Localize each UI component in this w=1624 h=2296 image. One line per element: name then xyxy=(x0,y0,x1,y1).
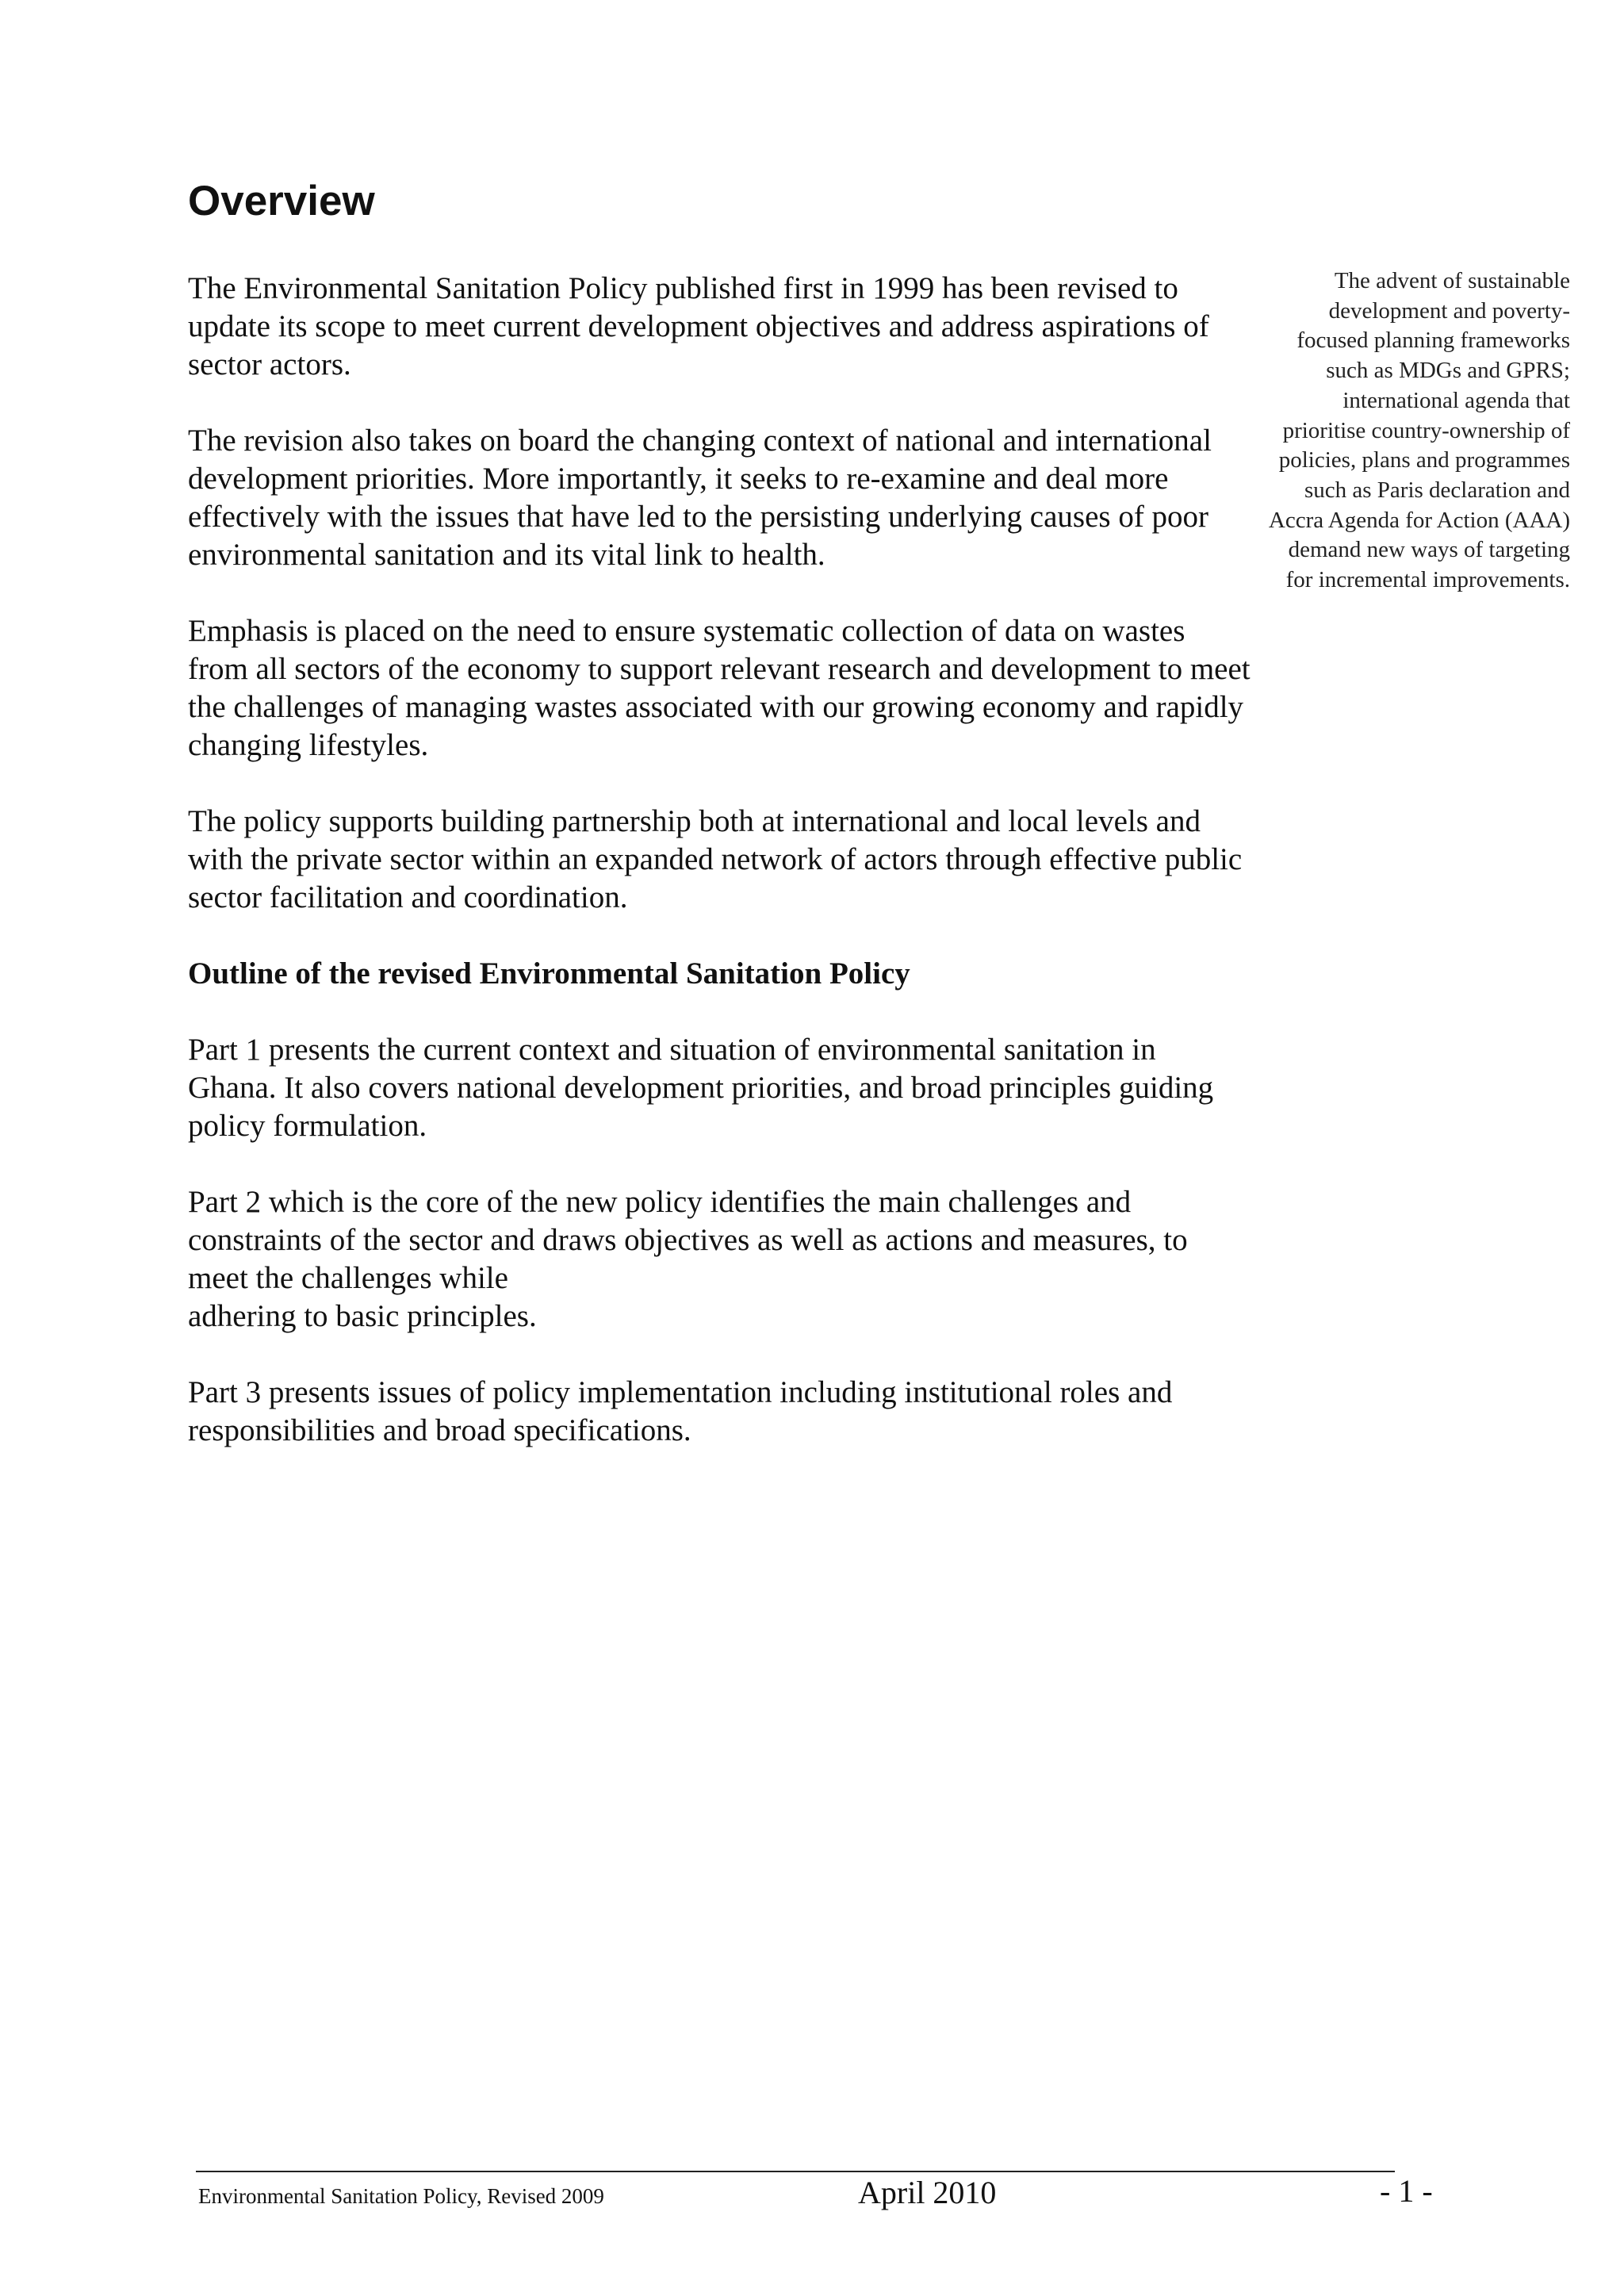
outline-subheading: Outline of the revised Environmental Sanitation Policy xyxy=(188,956,910,991)
footer-date: April 2010 xyxy=(858,2175,997,2210)
sidebar-note: The advent of sustainable development and poverty-focused planning frameworks such as MDGs and GPRS; international agenda that prioritise country-ownership of policies, plans and programmes such as Paris declaration and Accra Agenda for Action (AAA) demand new ways of targeting for incremental improvements. xyxy=(1268,268,1570,593)
paragraph-emphasis: Emphasis is placed on the need to ensure systematic collection of data on wastes from all sectors of the economy to support relevant research and development to meet the challenges of managing wastes associated with our growing economy and rapidly changing lifestyles. xyxy=(188,614,1251,762)
paragraph-part-2: Part 2 which is the core of the new policy identifies the main challenges and constraints of the sector and draws objectives as well as actions and measures, to meet the challenges while xyxy=(188,1185,1188,1295)
main-text-column xyxy=(188,270,1251,1488)
footer-divider xyxy=(196,2171,1395,2172)
paragraph-part-2-continued: adhering to basic principles. xyxy=(188,1299,537,1333)
footer-document-title: Environmental Sanitation Policy, Revised 2009 xyxy=(198,2184,604,2208)
page-heading: Overview xyxy=(188,178,375,224)
paragraph-intro: The Environmental Sanitation Policy published first in 1999 has been revised to update its scope to meet current development objectives and address aspirations of sector actors. xyxy=(188,271,1209,381)
footer-page-number: - 1 - xyxy=(1380,2173,1433,2209)
paragraph-partnership: The policy supports building partnership both at international and local levels and with the private sector within an expanded network of actors through effective public sector facilitation and coordination. xyxy=(188,804,1243,914)
paragraph-revision: The revision also takes on board the changing context of national and international development priorities. More importantly, it seeks to re-examine and deal more effectively with the issues that have led to the persisting underlying causes of poor environmental sanitation and its vital link to health. xyxy=(188,424,1212,572)
paragraph-part-1: Part 1 presents the current context and situation of environmental sanitation in Ghana. It also covers national development priorities, and broad principles guiding policy formulation. xyxy=(188,1033,1214,1143)
paragraph-part-3: Part 3 presents issues of policy implementation including institutional roles and responsibilities and broad specifications. xyxy=(188,1375,1173,1447)
